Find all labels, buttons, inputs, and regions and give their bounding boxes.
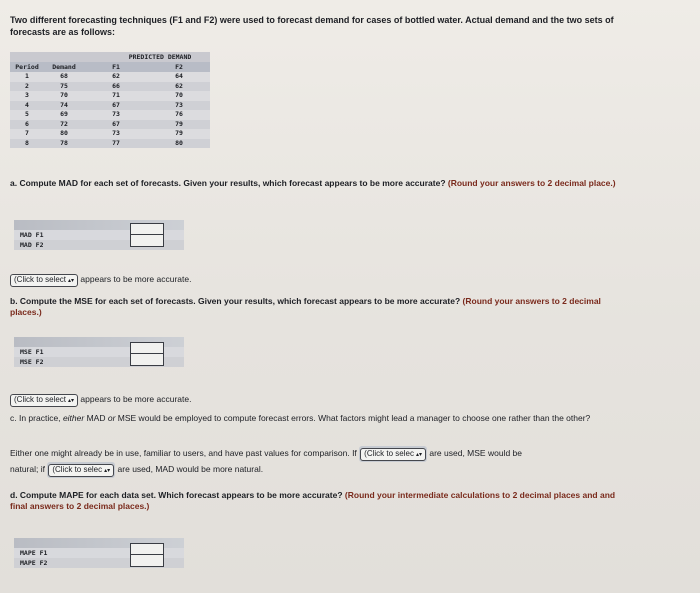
part-b-select-line (10, 393, 191, 407)
up-down-arrows-icon: ▴▾ (415, 452, 422, 458)
part-c-or: or (107, 413, 116, 423)
part-c-suffix: MSE would be employed to compute forecast errors. What factors might lead a manager to choose one rather than the other? (117, 413, 591, 423)
cell-f2: 80 (175, 138, 183, 147)
part-c-select1-wrap (359, 446, 427, 462)
up-down-arrows-icon: ▴▾ (104, 468, 111, 474)
mse-answer-inputs[interactable] (130, 342, 164, 366)
table-super-header (10, 52, 210, 62)
part-b-question (10, 296, 630, 318)
cell-f1: 67 (112, 119, 120, 128)
predicted-demand-header: PREDICTED DEMAND (128, 53, 192, 61)
cell-f2: 73 (175, 100, 183, 109)
table-row (10, 101, 210, 111)
cell-period: 6 (25, 119, 29, 128)
cell-f1: 62 (112, 72, 120, 80)
part-d-question (10, 490, 620, 512)
part-a-hint: (Round your answers to 2 decimal place.) (447, 178, 616, 188)
table-row (10, 139, 210, 149)
table-row (10, 110, 210, 120)
cell-demand: 75 (60, 81, 68, 90)
table-body (10, 72, 210, 148)
table-header-row (10, 62, 210, 72)
part-c-line2-prefix: natural; if (10, 464, 45, 474)
cell-period: 3 (25, 91, 29, 99)
demand-table (10, 52, 210, 148)
cell-demand: 80 (60, 129, 68, 137)
table-row (10, 129, 210, 139)
table-row (10, 72, 210, 82)
table-row (10, 120, 210, 130)
part-a-question-text: a. Compute MAD for each set of forecasts. Given your results, which forecast appears to be more accurate? (10, 178, 446, 188)
cell-period: 1 (25, 72, 29, 80)
header-demand: Demand (52, 63, 76, 71)
part-d-question-text: d. Compute MAPE for each data set. Which forecast appears to be more accurate? (10, 490, 343, 500)
cell-f2: 64 (175, 72, 183, 80)
cell-demand: 68 (60, 72, 68, 80)
cell-demand: 74 (60, 100, 68, 109)
part-c-line1-prefix: Either one might already be in use, familiar to users, and have past values for comparison. If (10, 448, 357, 458)
mad-f2-label: MAD F2 (14, 240, 184, 250)
cell-f2: 70 (175, 91, 183, 99)
select-label: (Click to select (14, 275, 67, 284)
cell-period: 5 (25, 110, 29, 118)
part-c-select-2[interactable] (48, 464, 114, 477)
header-period: Period (15, 63, 39, 71)
cell-f1: 73 (112, 110, 120, 118)
part-c-either: either (62, 413, 85, 423)
part-c-line1-suffix: are used, MSE would be (429, 448, 522, 458)
part-a-question (10, 178, 630, 189)
part-b-forecast-select[interactable] (10, 394, 78, 407)
part-a-after-select: appears to be more accurate. (80, 274, 192, 284)
mape-f2-label: MAPE F2 (14, 558, 184, 568)
cell-f1: 66 (112, 81, 120, 90)
cell-period: 8 (25, 138, 29, 147)
part-b-hint: (Round your answers to 2 decimal places.) (10, 296, 601, 317)
mad-f1-input[interactable] (131, 224, 163, 235)
mse-f1-label: MSE F1 (14, 347, 184, 357)
table-row (10, 91, 210, 101)
cell-period: 7 (25, 129, 29, 137)
header-f1: F1 (112, 63, 120, 71)
part-a-select-line (10, 273, 191, 287)
mad-answer-inputs[interactable] (130, 223, 164, 247)
cell-f2: 62 (175, 81, 183, 90)
cell-period: 2 (25, 81, 29, 90)
cell-demand: 78 (60, 138, 68, 147)
part-c-mad: MAD (86, 413, 106, 423)
mape-answer-inputs[interactable] (130, 543, 164, 567)
mape-f1-input[interactable] (131, 544, 163, 555)
up-down-arrows-icon: ▴▾ (68, 278, 75, 284)
part-a-forecast-select[interactable] (10, 274, 78, 287)
up-down-arrows-icon: ▴▾ (68, 398, 75, 404)
part-c-prefix: c. In practice, (10, 413, 61, 423)
header-f2: F2 (175, 63, 183, 71)
cell-demand: 69 (60, 110, 68, 118)
mape-f1-label: MAPE F1 (14, 548, 184, 558)
part-d-hint: (Round your intermediate calculations to 2 decimal places and and final answers to 2 decimal places.) (10, 490, 616, 511)
mad-f1-label: MAD F1 (14, 230, 184, 240)
cell-f1: 67 (112, 100, 120, 109)
part-c-select2-wrap (47, 462, 115, 478)
select-label: (Click to selec (52, 465, 103, 474)
part-c-line2-suffix: are used, MAD would be more natural. (117, 464, 264, 474)
cell-f1: 73 (112, 129, 120, 137)
cell-f2: 79 (175, 119, 183, 128)
part-c-select-1[interactable] (360, 448, 426, 461)
intro-text: Two different forecasting techniques (F1 and F2) were used to forecast demand for cases of bottled water. Actual demand and the two sets of forecasts are as follows: (10, 15, 614, 37)
cell-f2: 76 (175, 110, 183, 118)
cell-f2: 79 (175, 129, 183, 137)
mse-f1-input[interactable] (131, 343, 163, 354)
table-row (10, 82, 210, 92)
cell-f1: 71 (112, 91, 120, 99)
part-b-after-select: appears to be more accurate. (80, 394, 192, 404)
select-label: (Click to selec (364, 449, 414, 458)
select-label: (Click to select (14, 395, 67, 404)
part-c-answer (10, 446, 640, 478)
mse-f2-label: MSE F2 (14, 357, 184, 367)
part-c-question (10, 413, 625, 424)
cell-demand: 72 (60, 119, 68, 128)
cell-period: 4 (25, 100, 29, 109)
part-b-question-text: b. Compute the MSE for each set of forecasts. Given your results, which forecast appears to be more accurate? (10, 296, 461, 306)
cell-f1: 77 (112, 138, 120, 147)
cell-demand: 70 (60, 91, 68, 99)
